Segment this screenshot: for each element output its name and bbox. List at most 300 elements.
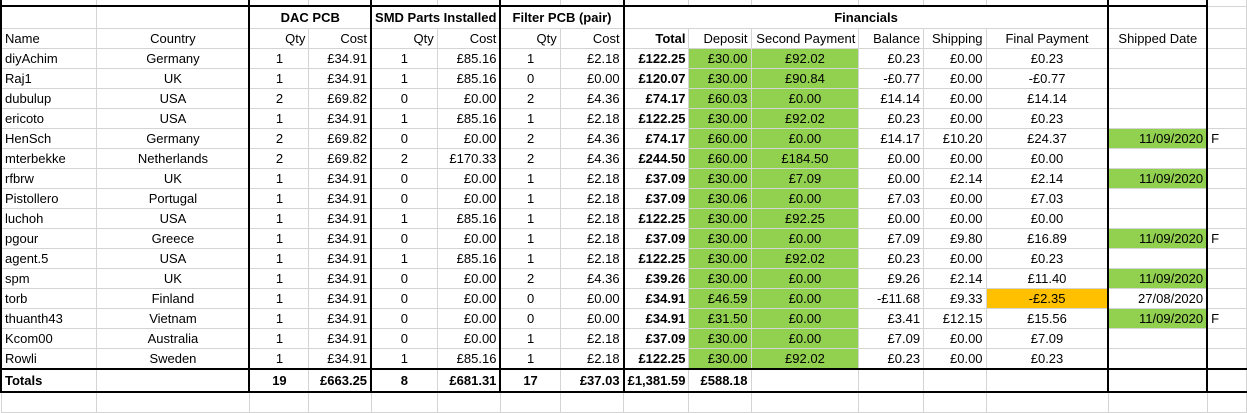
cell-final-payment[interactable]: £0.23	[986, 49, 1108, 69]
cell-name[interactable]: agent.5	[1, 249, 97, 269]
cell-filter-cost[interactable]: £4.36	[560, 269, 623, 289]
cell-balance[interactable]: £7.03	[859, 189, 924, 209]
cell-dac-cost[interactable]: £69.82	[309, 129, 371, 149]
cell-total[interactable]: £34.91	[624, 289, 689, 309]
cell-shipping[interactable]: £0.00	[924, 149, 986, 169]
header-shipped-date[interactable]: Shipped Date	[1108, 29, 1207, 49]
cell-shipping[interactable]: £0.00	[924, 249, 986, 269]
cell-shipped-date[interactable]	[1108, 89, 1207, 109]
cell-final-payment[interactable]: £11.40	[986, 269, 1108, 289]
cell-extra[interactable]	[1207, 209, 1246, 229]
header-total[interactable]: Total	[624, 29, 689, 49]
cell-balance[interactable]: -£11.68	[859, 289, 924, 309]
cell-final-payment[interactable]: -£0.77	[986, 69, 1108, 89]
cell-smd-cost[interactable]: £0.00	[437, 189, 500, 209]
cell-dac-cost[interactable]: £34.91	[309, 309, 371, 329]
cell-final-payment[interactable]: £24.37	[986, 129, 1108, 149]
cell-dac-cost[interactable]: £34.91	[309, 49, 371, 69]
totals-label[interactable]: Totals	[1, 369, 97, 392]
cell-dac-cost[interactable]: £34.91	[309, 229, 371, 249]
cell-deposit[interactable]: £30.00	[689, 209, 751, 229]
cell-shipping[interactable]: £0.00	[924, 109, 986, 129]
cell-dac-cost[interactable]: £34.91	[309, 109, 371, 129]
empty-cell[interactable]	[751, 392, 859, 413]
cell-deposit[interactable]: £60.03	[689, 89, 751, 109]
empty-cell[interactable]	[371, 392, 437, 413]
cell-filter-qty[interactable]: 1	[500, 109, 560, 129]
cell-final-payment[interactable]: £0.23	[986, 109, 1108, 129]
cell-second-payment[interactable]: £0.00	[751, 289, 859, 309]
cell-dac-cost[interactable]: £34.91	[309, 169, 371, 189]
cell-dac-cost[interactable]: £34.91	[309, 209, 371, 229]
cell-smd-cost[interactable]: £170.33	[437, 149, 500, 169]
cell-shipping[interactable]: £0.00	[924, 69, 986, 89]
cell-second-payment[interactable]: £92.02	[751, 349, 859, 370]
cell-name[interactable]: pgour	[1, 229, 97, 249]
cell-second-payment[interactable]: £90.84	[751, 69, 859, 89]
cell-deposit[interactable]: £30.00	[689, 329, 751, 349]
cell-country[interactable]: UK	[97, 269, 250, 289]
cell-filter-qty[interactable]: 1	[500, 209, 560, 229]
cell-filter-cost[interactable]: £0.00	[560, 309, 623, 329]
cell-balance[interactable]: £3.41	[859, 309, 924, 329]
cell-filter-qty[interactable]: 2	[500, 89, 560, 109]
cell-name[interactable]: spm	[1, 269, 97, 289]
cell-filter-cost[interactable]: £4.36	[560, 149, 623, 169]
cell-dac-cost[interactable]: £34.91	[309, 189, 371, 209]
cell-dac-cost[interactable]: £34.91	[309, 249, 371, 269]
cell-shipped-date[interactable]: 11/09/2020	[1108, 229, 1207, 249]
cell-deposit[interactable]: £60.00	[689, 129, 751, 149]
cell-filter-qty[interactable]: 2	[500, 149, 560, 169]
empty-cell[interactable]	[1108, 369, 1207, 392]
cell-country[interactable]: Australia	[97, 329, 250, 349]
cell-dac-qty[interactable]: 1	[249, 209, 308, 229]
header-final-payment[interactable]: Final Payment	[986, 29, 1108, 49]
totals-smd-qty[interactable]: 8	[371, 369, 437, 392]
totals-deposit[interactable]: £588.18	[689, 369, 751, 392]
cell-shipping[interactable]: £0.00	[924, 329, 986, 349]
empty-cell[interactable]	[859, 369, 924, 392]
cell-filter-qty[interactable]: 1	[500, 349, 560, 370]
empty-cell[interactable]	[437, 392, 500, 413]
cell-smd-cost[interactable]: £0.00	[437, 89, 500, 109]
cell-filter-cost[interactable]: £2.18	[560, 329, 623, 349]
cell-smd-qty[interactable]: 1	[371, 349, 437, 370]
cell-dac-qty[interactable]: 1	[249, 309, 308, 329]
cell-dac-qty[interactable]: 1	[249, 349, 308, 370]
cell-shipped-date[interactable]	[1108, 69, 1207, 89]
cell-dac-cost[interactable]: £34.91	[309, 329, 371, 349]
empty-cell[interactable]	[500, 392, 560, 413]
cell-name[interactable]: ericoto	[1, 109, 97, 129]
cell-filter-cost[interactable]: £2.18	[560, 249, 623, 269]
cell-deposit[interactable]: £30.00	[689, 169, 751, 189]
cell-total[interactable]: £244.50	[624, 149, 689, 169]
cell-name[interactable]: Pistollero	[1, 189, 97, 209]
empty-cell[interactable]	[1207, 369, 1246, 392]
cell-dac-qty[interactable]: 1	[249, 69, 308, 89]
cell-final-payment[interactable]: £0.00	[986, 209, 1108, 229]
cell-filter-qty[interactable]: 1	[500, 189, 560, 209]
empty-cell[interactable]	[560, 392, 623, 413]
cell-extra[interactable]	[1207, 249, 1246, 269]
cell-total[interactable]: £39.26	[624, 269, 689, 289]
cell-filter-cost[interactable]: £2.18	[560, 229, 623, 249]
cell-dac-cost[interactable]: £34.91	[309, 349, 371, 370]
cell-deposit[interactable]: £31.50	[689, 309, 751, 329]
totals-smd-cost[interactable]: £681.31	[437, 369, 500, 392]
cell-shipped-date[interactable]	[1108, 249, 1207, 269]
cell-deposit[interactable]: £30.06	[689, 189, 751, 209]
cell-dac-qty[interactable]: 2	[249, 89, 308, 109]
cell-final-payment[interactable]: £7.03	[986, 189, 1108, 209]
cell-shipping[interactable]: £0.00	[924, 349, 986, 370]
cell-balance[interactable]: £0.23	[859, 249, 924, 269]
cell-extra[interactable]: F	[1207, 229, 1246, 249]
cell-smd-cost[interactable]: £0.00	[437, 229, 500, 249]
cell-deposit[interactable]: £30.00	[689, 249, 751, 269]
cell-second-payment[interactable]: £184.50	[751, 149, 859, 169]
cell-country[interactable]: Sweden	[97, 349, 250, 370]
cell-deposit[interactable]: £30.00	[689, 229, 751, 249]
cell-smd-qty[interactable]: 0	[371, 229, 437, 249]
cell-second-payment[interactable]: £0.00	[751, 329, 859, 349]
cell-filter-cost[interactable]: £0.00	[560, 69, 623, 89]
cell-shipped-date[interactable]	[1108, 189, 1207, 209]
cell-filter-cost[interactable]: £4.36	[560, 89, 623, 109]
header-second-payment[interactable]: Second Payment	[751, 29, 859, 49]
cell-second-payment[interactable]: £92.02	[751, 109, 859, 129]
empty-cell[interactable]	[689, 392, 751, 413]
cell-filter-cost[interactable]: £4.36	[560, 129, 623, 149]
cell-shipped-date[interactable]	[1108, 329, 1207, 349]
cell-filter-qty[interactable]: 0	[500, 289, 560, 309]
cell-dac-cost[interactable]: £34.91	[309, 69, 371, 89]
cell-filter-qty[interactable]: 2	[500, 129, 560, 149]
cell-filter-qty[interactable]: 1	[500, 229, 560, 249]
cell-deposit[interactable]: £30.00	[689, 49, 751, 69]
cell-total[interactable]: £122.25	[624, 249, 689, 269]
cell-shipped-date[interactable]	[1108, 349, 1207, 370]
cell-name[interactable]: HenSch	[1, 129, 97, 149]
cell-smd-cost[interactable]: £85.16	[437, 249, 500, 269]
cell-smd-cost[interactable]: £85.16	[437, 109, 500, 129]
cell-balance[interactable]: £0.00	[859, 149, 924, 169]
header-country[interactable]: Country	[97, 29, 250, 49]
cell-country[interactable]: Netherlands	[97, 149, 250, 169]
header-dac-qty[interactable]: Qty	[249, 29, 308, 49]
cell-dac-qty[interactable]: 2	[249, 149, 308, 169]
cell-second-payment[interactable]: £0.00	[751, 129, 859, 149]
cell-final-payment[interactable]: -£2.35	[986, 289, 1108, 309]
cell-smd-cost[interactable]: £0.00	[437, 329, 500, 349]
cell-shipped-date[interactable]	[1108, 49, 1207, 69]
cell-dac-qty[interactable]: 2	[249, 129, 308, 149]
cell-name[interactable]: Rowli	[1, 349, 97, 370]
header-smd-qty[interactable]: Qty	[371, 29, 437, 49]
cell-filter-qty[interactable]: 0	[500, 69, 560, 89]
cell-dac-qty[interactable]: 1	[249, 109, 308, 129]
cell-dac-qty[interactable]: 1	[249, 249, 308, 269]
empty-cell[interactable]	[986, 392, 1108, 413]
empty-cell[interactable]	[1207, 29, 1246, 49]
cell-smd-cost[interactable]: £0.00	[437, 289, 500, 309]
cell-shipping[interactable]: £0.00	[924, 89, 986, 109]
cell-final-payment[interactable]: £16.89	[986, 229, 1108, 249]
cell-shipped-date[interactable]: 27/08/2020	[1108, 289, 1207, 309]
group-blank-shipped[interactable]	[1108, 6, 1207, 29]
cell-smd-cost[interactable]: £0.00	[437, 169, 500, 189]
cell-balance[interactable]: £0.00	[859, 209, 924, 229]
totals-filter-cost[interactable]: £37.03	[560, 369, 623, 392]
empty-cell[interactable]	[924, 369, 986, 392]
cell-dac-qty[interactable]: 1	[249, 229, 308, 249]
cell-filter-cost[interactable]: £2.18	[560, 109, 623, 129]
cell-dac-qty[interactable]: 1	[249, 289, 308, 309]
cell-deposit[interactable]: £30.00	[689, 349, 751, 370]
empty-cell[interactable]	[309, 392, 371, 413]
cell-filter-qty[interactable]: 1	[500, 249, 560, 269]
cell-extra[interactable]: F	[1207, 129, 1246, 149]
group-dac-pcb[interactable]: DAC PCB	[249, 6, 371, 29]
empty-cell[interactable]	[1207, 392, 1246, 413]
cell-extra[interactable]	[1207, 349, 1246, 370]
header-deposit[interactable]: Deposit	[689, 29, 751, 49]
cell-smd-cost[interactable]: £85.16	[437, 349, 500, 370]
cell-balance[interactable]: £0.23	[859, 49, 924, 69]
cell-balance[interactable]: £7.09	[859, 229, 924, 249]
cell-shipped-date[interactable]	[1108, 109, 1207, 129]
cell-smd-qty[interactable]: 0	[371, 269, 437, 289]
cell-balance[interactable]: -£0.77	[859, 69, 924, 89]
cell-deposit[interactable]: £30.00	[689, 109, 751, 129]
cell-final-payment[interactable]: £0.00	[986, 149, 1108, 169]
cell-balance[interactable]: £14.17	[859, 129, 924, 149]
cell-deposit[interactable]: £46.59	[689, 289, 751, 309]
cell-total[interactable]: £37.09	[624, 169, 689, 189]
totals-dac-cost[interactable]: £663.25	[309, 369, 371, 392]
cell-total[interactable]: £122.25	[624, 49, 689, 69]
cell-dac-qty[interactable]: 1	[249, 269, 308, 289]
empty-cell[interactable]	[624, 392, 689, 413]
cell-second-payment[interactable]: £0.00	[751, 309, 859, 329]
cell-balance[interactable]: £0.23	[859, 109, 924, 129]
cell-shipping[interactable]: £0.00	[924, 49, 986, 69]
cell-final-payment[interactable]: £14.14	[986, 89, 1108, 109]
empty-cell[interactable]	[986, 369, 1108, 392]
cell-total[interactable]: £37.09	[624, 189, 689, 209]
cell-second-payment[interactable]: £0.00	[751, 89, 859, 109]
cell-dac-cost[interactable]: £69.82	[309, 89, 371, 109]
cell-final-payment[interactable]: £7.09	[986, 329, 1108, 349]
cell-smd-qty[interactable]: 0	[371, 309, 437, 329]
cell-name[interactable]: dubulup	[1, 89, 97, 109]
header-dac-cost[interactable]: Cost	[309, 29, 371, 49]
cell-second-payment[interactable]: £92.25	[751, 209, 859, 229]
cell-shipped-date[interactable]	[1108, 149, 1207, 169]
empty-cell[interactable]	[1108, 392, 1207, 413]
cell-extra[interactable]	[1207, 109, 1246, 129]
empty-cell[interactable]	[751, 369, 859, 392]
cell-final-payment[interactable]: £0.23	[986, 249, 1108, 269]
cell-total[interactable]: £122.25	[624, 109, 689, 129]
empty-cell[interactable]	[859, 392, 924, 413]
empty-cell[interactable]	[97, 392, 250, 413]
cell-smd-qty[interactable]: 1	[371, 49, 437, 69]
cell-name[interactable]: Raj1	[1, 69, 97, 89]
header-filter-qty[interactable]: Qty	[500, 29, 560, 49]
cell-smd-qty[interactable]: 1	[371, 69, 437, 89]
cell-deposit[interactable]: £30.00	[689, 69, 751, 89]
cell-shipping[interactable]: £2.14	[924, 169, 986, 189]
cell-shipping[interactable]: £2.14	[924, 269, 986, 289]
cell-smd-cost[interactable]: £0.00	[437, 269, 500, 289]
cell-country[interactable]: Finland	[97, 289, 250, 309]
cell-dac-qty[interactable]: 1	[249, 189, 308, 209]
cell-shipped-date[interactable]: 11/09/2020	[1108, 309, 1207, 329]
cell-country[interactable]: UK	[97, 69, 250, 89]
cell-extra[interactable]	[1207, 329, 1246, 349]
cell-shipping[interactable]: £9.33	[924, 289, 986, 309]
header-smd-cost[interactable]: Cost	[437, 29, 500, 49]
header-filter-cost[interactable]: Cost	[560, 29, 623, 49]
cell-filter-qty[interactable]: 1	[500, 169, 560, 189]
cell-smd-cost[interactable]: £0.00	[437, 309, 500, 329]
cell-shipped-date[interactable]: 11/09/2020	[1108, 169, 1207, 189]
cell-country[interactable]: UK	[97, 169, 250, 189]
empty-cell[interactable]	[249, 392, 308, 413]
cell-name[interactable]: rfbrw	[1, 169, 97, 189]
cell-second-payment[interactable]: £0.00	[751, 269, 859, 289]
cell-filter-qty[interactable]: 1	[500, 49, 560, 69]
cell-total[interactable]: £74.17	[624, 129, 689, 149]
cell-final-payment[interactable]: £2.14	[986, 169, 1108, 189]
cell-country[interactable]: Germany	[97, 49, 250, 69]
cell-final-payment[interactable]: £0.23	[986, 349, 1108, 370]
cell-smd-cost[interactable]: £85.16	[437, 49, 500, 69]
totals-filter-qty[interactable]: 17	[500, 369, 560, 392]
group-smd-parts[interactable]: SMD Parts Installed	[371, 6, 500, 29]
cell-second-payment[interactable]: £92.02	[751, 49, 859, 69]
cell-smd-qty[interactable]: 0	[371, 89, 437, 109]
cell-total[interactable]: £122.25	[624, 349, 689, 370]
cell-shipping[interactable]: £12.15	[924, 309, 986, 329]
cell-filter-cost[interactable]: £2.18	[560, 169, 623, 189]
header-name[interactable]: Name	[1, 29, 97, 49]
cell-balance[interactable]: £14.14	[859, 89, 924, 109]
header-balance[interactable]: Balance	[859, 29, 924, 49]
cell-extra[interactable]	[1207, 169, 1246, 189]
group-filter-pcb[interactable]: Filter PCB (pair)	[500, 6, 623, 29]
cell-smd-cost[interactable]: £0.00	[437, 129, 500, 149]
cell-country[interactable]: USA	[97, 109, 250, 129]
cell-country[interactable]: USA	[97, 89, 250, 109]
cell-dac-qty[interactable]: 1	[249, 329, 308, 349]
cell-shipping[interactable]: £10.20	[924, 129, 986, 149]
cell-filter-qty[interactable]: 0	[500, 309, 560, 329]
cell-second-payment[interactable]: £0.00	[751, 189, 859, 209]
cell-deposit[interactable]: £30.00	[689, 269, 751, 289]
cell-name[interactable]: luchoh	[1, 209, 97, 229]
cell-balance[interactable]: £0.00	[859, 169, 924, 189]
cell-shipped-date[interactable]: 11/09/2020	[1108, 129, 1207, 149]
empty-cell[interactable]	[1207, 6, 1246, 29]
cell-final-payment[interactable]: £15.56	[986, 309, 1108, 329]
cell-name[interactable]: thuanth43	[1, 309, 97, 329]
group-financials[interactable]: Financials	[624, 6, 1109, 29]
cell-extra[interactable]	[1207, 149, 1246, 169]
cell-filter-qty[interactable]: 1	[500, 329, 560, 349]
empty-cell[interactable]	[97, 369, 250, 392]
cell-country[interactable]: USA	[97, 209, 250, 229]
cell-filter-cost[interactable]: £0.00	[560, 289, 623, 309]
cell-name[interactable]: mterbekke	[1, 149, 97, 169]
cell-shipping[interactable]: £0.00	[924, 209, 986, 229]
cell-total[interactable]: £34.91	[624, 309, 689, 329]
cell-total[interactable]: £122.25	[624, 209, 689, 229]
cell-extra[interactable]	[1207, 89, 1246, 109]
cell-smd-qty[interactable]: 2	[371, 149, 437, 169]
cell-filter-cost[interactable]: £2.18	[560, 209, 623, 229]
cell-extra[interactable]	[1207, 269, 1246, 289]
cell-balance[interactable]: £0.23	[859, 349, 924, 370]
cell-filter-cost[interactable]: £2.18	[560, 49, 623, 69]
cell-name[interactable]: diyAchim	[1, 49, 97, 69]
cell-extra[interactable]	[1207, 289, 1246, 309]
cell-second-payment[interactable]: £7.09	[751, 169, 859, 189]
cell-filter-cost[interactable]: £2.18	[560, 189, 623, 209]
cell-smd-qty[interactable]: 0	[371, 329, 437, 349]
cell-name[interactable]: torb	[1, 289, 97, 309]
totals-dac-qty[interactable]: 19	[249, 369, 308, 392]
cell-dac-qty[interactable]: 1	[249, 49, 308, 69]
cell-total[interactable]: £74.17	[624, 89, 689, 109]
cell-extra[interactable]	[1207, 69, 1246, 89]
empty-cell[interactable]	[924, 392, 986, 413]
cell-extra[interactable]: F	[1207, 309, 1246, 329]
cell-dac-cost[interactable]: £34.91	[309, 289, 371, 309]
cell-filter-cost[interactable]: £2.18	[560, 349, 623, 370]
header-shipping[interactable]: Shipping	[924, 29, 986, 49]
cell-extra[interactable]	[1207, 49, 1246, 69]
cell-deposit[interactable]: £60.00	[689, 149, 751, 169]
cell-dac-qty[interactable]: 1	[249, 169, 308, 189]
cell-smd-cost[interactable]: £85.16	[437, 209, 500, 229]
cell-country[interactable]: Greece	[97, 229, 250, 249]
cell-total[interactable]: £120.07	[624, 69, 689, 89]
empty-cell[interactable]	[1, 392, 97, 413]
cell-shipping[interactable]: £0.00	[924, 189, 986, 209]
cell-smd-qty[interactable]: 0	[371, 189, 437, 209]
cell-smd-cost[interactable]: £85.16	[437, 69, 500, 89]
cell-dac-cost[interactable]: £34.91	[309, 269, 371, 289]
cell-name[interactable]: Kcom00	[1, 329, 97, 349]
cell-total[interactable]: £37.09	[624, 329, 689, 349]
cell-country[interactable]: Portugal	[97, 189, 250, 209]
cell-smd-qty[interactable]: 1	[371, 109, 437, 129]
cell-filter-qty[interactable]: 2	[500, 269, 560, 289]
cell-country[interactable]: USA	[97, 249, 250, 269]
cell-dac-cost[interactable]: £69.82	[309, 149, 371, 169]
cell-total[interactable]: £37.09	[624, 229, 689, 249]
cell-extra[interactable]	[1207, 189, 1246, 209]
cell-shipped-date[interactable]	[1108, 209, 1207, 229]
cell-smd-qty[interactable]: 1	[371, 249, 437, 269]
cell-smd-qty[interactable]: 0	[371, 169, 437, 189]
cell-smd-qty[interactable]: 0	[371, 129, 437, 149]
cell-second-payment[interactable]: £92.02	[751, 249, 859, 269]
